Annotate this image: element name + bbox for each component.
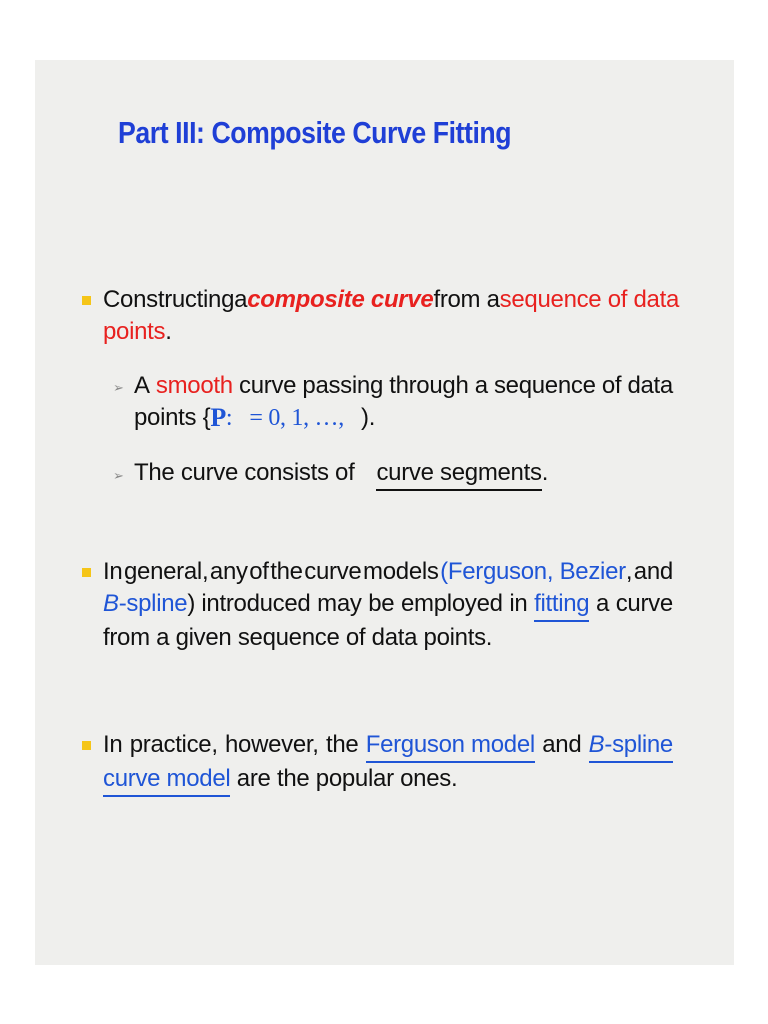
sub-bullet-1-line-1: A smooth curve passing through a sequence of data <box>134 372 673 399</box>
bullet-3-line-1: In practice, however, the Ferguson model and B-spline <box>103 729 673 763</box>
bullet-square-icon <box>82 296 91 305</box>
bullet-3-line-2: curve model are the popular ones. <box>103 763 673 797</box>
curve-segments-link[interactable]: curve segments <box>376 457 541 491</box>
arrow-bullet-icon: ➢ <box>113 380 124 395</box>
bullet-2 <box>103 556 673 654</box>
sub-bullet-2 <box>134 457 673 491</box>
bullet-square-icon <box>82 568 91 577</box>
bullet-square-icon <box>82 741 91 750</box>
bullet-1-line-2: points . <box>103 318 172 345</box>
composite-curve-term: composite curve <box>247 286 434 313</box>
fitting-link[interactable]: fitting <box>534 588 589 622</box>
slide <box>35 60 734 965</box>
bullet-2-line-2: B-spline) introduced may be employed in fitting a curve <box>103 588 673 622</box>
slide-title: Part III: Composite Curve Fitting <box>118 115 512 150</box>
bullet-1 <box>103 284 680 348</box>
curve-model-link[interactable]: curve model <box>103 763 230 797</box>
b-spline-link[interactable]: B-spline <box>589 729 673 763</box>
ferguson-model-link[interactable]: Ferguson model <box>366 729 535 763</box>
sub-bullet-1 <box>134 370 673 434</box>
bullet-2-line-1: In general, any of the curve models (Ferguson, Bezier, and <box>103 556 673 588</box>
bullet-2-line-3: from a given sequence of data points. <box>103 624 493 651</box>
bullet-1-line-1: Constructing a composite curve from a sequence of data <box>103 284 673 316</box>
sub-bullet-2-line: The curve consists of curve segments . <box>134 457 673 491</box>
sub-bullet-1-line-2: points { P : = 0, 1, …, ). <box>134 403 376 432</box>
bullet-3 <box>103 729 673 797</box>
models-list: (Ferguson, Bezier <box>440 558 626 585</box>
arrow-bullet-icon: ➢ <box>113 468 124 483</box>
